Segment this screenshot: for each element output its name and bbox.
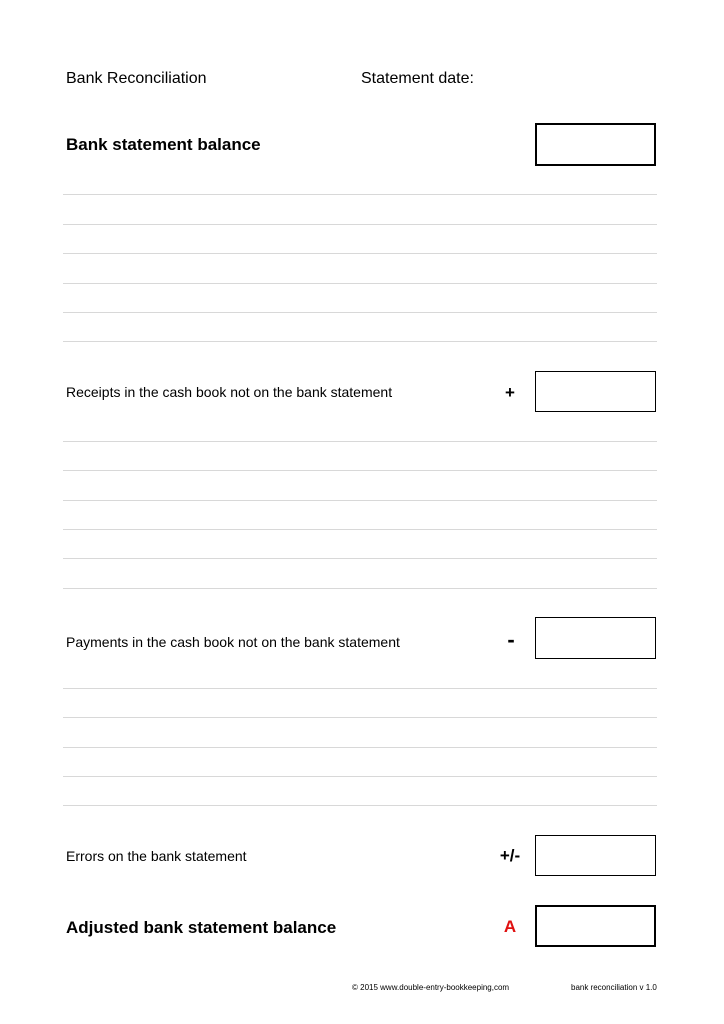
adjusted-balance-label: Adjusted bank statement balance xyxy=(66,918,337,937)
adjusted-balance-marker: A xyxy=(503,917,517,936)
receipts-total-box[interactable] xyxy=(535,371,656,412)
entry-line[interactable] xyxy=(63,500,657,501)
receipts-label: Receipts in the cash book not on the bank statement xyxy=(66,384,393,400)
plus-minus-sign: +/- xyxy=(499,846,521,865)
entry-line[interactable] xyxy=(63,805,657,806)
entry-line[interactable] xyxy=(63,283,657,284)
bank-statement-balance-box[interactable] xyxy=(535,123,656,166)
payments-total-box[interactable] xyxy=(535,617,656,659)
entry-line[interactable] xyxy=(63,441,657,442)
entry-line[interactable] xyxy=(63,747,657,748)
copyright-text: © 2015 www.double-entry-bookkeeping,com xyxy=(352,983,510,992)
entry-line[interactable] xyxy=(63,194,657,195)
entry-line[interactable] xyxy=(63,253,657,254)
bank-statement-balance-label: Bank statement balance xyxy=(66,135,261,154)
minus-sign: - xyxy=(507,627,515,652)
entry-line[interactable] xyxy=(63,341,657,342)
document-title: Bank Reconciliation xyxy=(66,70,207,87)
entry-line[interactable] xyxy=(63,529,657,530)
adjusted-balance-box[interactable] xyxy=(535,905,656,947)
statement-date-label: Statement date: xyxy=(361,70,474,87)
entry-line[interactable] xyxy=(63,688,657,689)
entry-line[interactable] xyxy=(63,776,657,777)
entry-line[interactable] xyxy=(63,558,657,559)
version-text: bank reconciliation v 1.0 xyxy=(571,983,657,992)
entry-line[interactable] xyxy=(63,312,657,313)
payments-label: Payments in the cash book not on the bank statement xyxy=(66,634,400,650)
entry-line[interactable] xyxy=(63,470,657,471)
entry-line[interactable] xyxy=(63,588,657,589)
errors-label: Errors on the bank statement xyxy=(66,848,247,864)
plus-sign: + xyxy=(505,383,515,402)
errors-total-box[interactable] xyxy=(535,835,656,876)
entry-line[interactable] xyxy=(63,224,657,225)
entry-line[interactable] xyxy=(63,717,657,718)
